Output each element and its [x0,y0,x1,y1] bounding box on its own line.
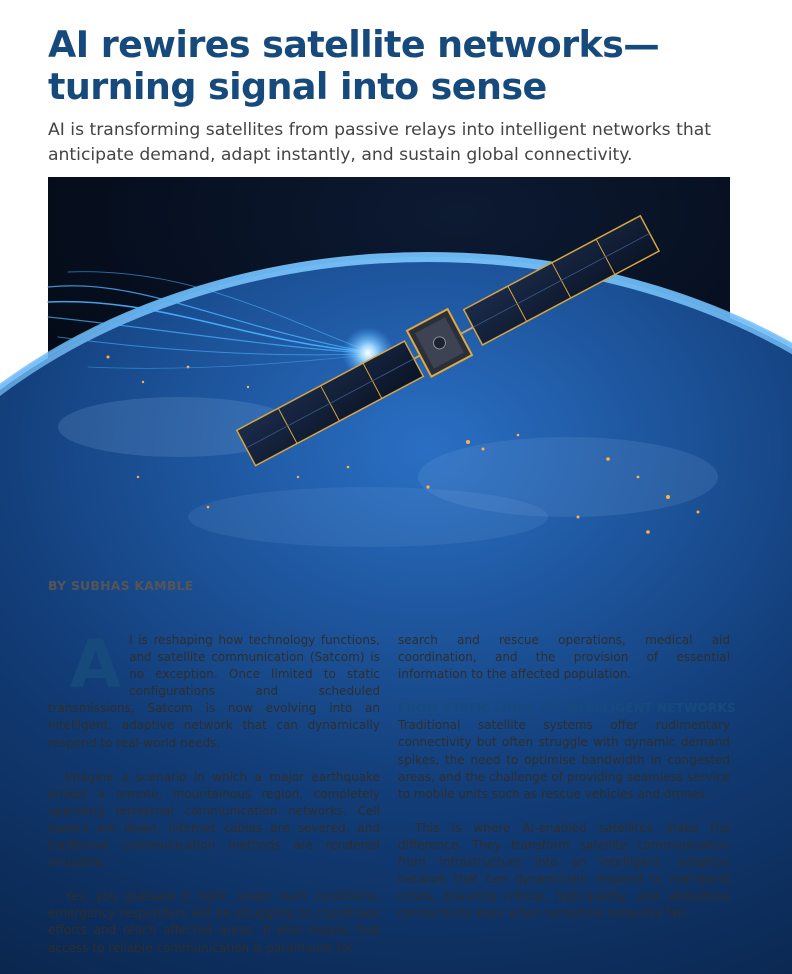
paragraph-ai-enabled: This is where AI-enabled satellites make the difference. They transform satellite communication from infrastructure into an intelligent, adaptive network that can dynamically respond to real-world crises, ensuring critical, high-quality, and ubiquitous connectivity even when terrestrial networks fail. [398,820,730,921]
satellite-illustration [48,177,730,550]
body-column-right [398,632,736,939]
paragraph-earthquake: Imagine a scenario in which a major earthquake strikes a remote, mountainous region, completely upending terrestrial communication networks. Cell towers are down, internet cables are severed, and traditional communication methods are rendered unusable. [48,769,380,870]
paragraph-traditional-systems: Traditional satellite systems offer rudimentary connectivity but often struggle with dynamic demand spikes, the need to optimise bandwidth in congested areas, and the challenge of providing seamless service to mobile units such as rescue vehicles and drones. [398,718,730,801]
headline-line-2: turning signal into sense [48,65,547,108]
drop-cap: A [70,626,122,703]
article-headline [48,24,748,108]
headline-line-1: AI rewires satellite networks— [48,23,660,66]
body-column-left [48,626,380,974]
hero-image-satellite [48,177,730,550]
paragraph-intro [48,626,380,752]
paragraph-responders-continued: search and rescue operations, medical aid coordination, and the provision of essential information to the affected population. [398,633,730,682]
subhead-line-2: anticipate demand, adapt instantly, and sustain global connectivity. [48,145,633,165]
article-byline: BY SUBHAS KAMBLE [48,578,194,593]
paragraph-intro-text: I is reshaping how technology functions, and satellite communication (Satcom) is no exception. Once limited to static configurations and scheduled transmissions, Satcom is now evolving into an intelligent, adaptive network that can dynamically respond to real-world needs. [48,633,380,750]
subhead-line-1: AI is transforming satellites from passive relays into intelligent networks that [48,120,711,140]
section-heading: FROM STATIC LINKS TO INTELLIGENT NETWORKS [398,701,736,716]
article-subheading [48,118,748,168]
paragraph-responders: Yes, you guessed it right: under such conditions, emergency responders will be struggling to coordinate efforts and reach affected areas. It also means that access to reliable communication is paramount for [48,889,380,955]
